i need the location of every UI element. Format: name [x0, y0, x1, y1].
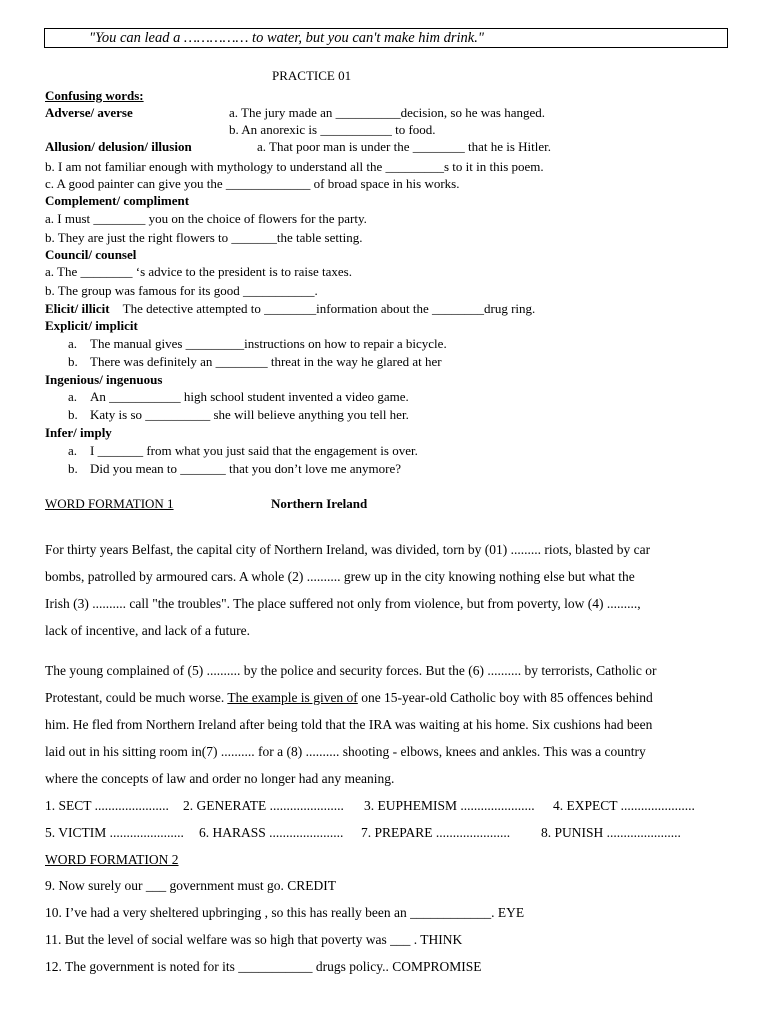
allusion-b: b. I am not familiar enough with mythology to understand all the _________s to it in this poem. [45, 159, 544, 174]
word-formation-1-heading: WORD FORMATION 1 [45, 496, 174, 511]
ingenious-title: Ingenious/ ingenuous [45, 372, 163, 387]
explicit-b-label: b. [68, 354, 78, 369]
complement-b: b. They are just the right flowers to _______the table setting. [45, 230, 363, 245]
practice-title: PRACTICE 01 [272, 68, 352, 83]
elicit-text: The detective attempted to ________information about the ________drug ring. [122, 301, 536, 316]
word-item: 8. PUNISH ...................... [541, 825, 681, 840]
infer-a: I _______ from what you just said that the engagement is over. [90, 443, 418, 458]
exercise-item: 11. But the level of social welfare was so high that poverty was ___ . THINK [45, 932, 463, 947]
passage-fragment: one 15-year-old Catholic boy with 85 offences behind [357, 690, 653, 705]
passage-line [45, 690, 653, 706]
northern-ireland-title: Northern Ireland [271, 496, 368, 511]
proverb-box: "You can lead a …………… to water, but you can't make him drink." [44, 28, 728, 48]
exercise-item: 10. I’ve had a very sheltered upbringing , so this has really been an ____________. EYE [45, 905, 525, 920]
word-item: 5. VICTIM ...................... [45, 825, 184, 840]
word-formation-2-heading: WORD FORMATION 2 [45, 852, 179, 867]
ingenious-a: An ___________ high school student invented a video game. [90, 389, 409, 404]
complement-a: a. I must ________ you on the choice of flowers for the party. [45, 211, 367, 226]
passage-fragment: Protestant, could be much worse. [45, 690, 228, 705]
word-item: 4. EXPECT ...................... [553, 798, 695, 813]
passage-line: For thirty years Belfast, the capital city of Northern Ireland, was divided, torn by (01) ......... riots, blasted by car [45, 542, 651, 557]
underlined-phrase: The example is given of [227, 690, 358, 705]
ingenious-b: Katy is so __________ she will believe anything you tell her. [90, 407, 409, 422]
council-a: a. The ________ ‘s advice to the president is to raise taxes. [45, 264, 352, 279]
elicit-line [45, 301, 535, 317]
word-item: 1. SECT ...................... [45, 798, 169, 813]
passage-line: where the concepts of law and order no longer had any meaning. [45, 771, 395, 786]
adverse-title: Adverse/ averse [45, 105, 133, 120]
passage-line: lack of incentive, and lack of a future. [45, 623, 251, 638]
confusing-words-heading: Confusing words: [45, 88, 144, 103]
council-title: Council/ counsel [45, 247, 137, 262]
explicit-a-label: a. [68, 336, 78, 351]
passage-line: laid out in his sitting room in(7) .......... for a (8) .......... shooting - elbows, knees and ankles. This was a country [45, 744, 646, 759]
ingenious-a-label: a. [68, 389, 78, 404]
explicit-a: The manual gives _________instructions on how to repair a bicycle. [90, 336, 447, 351]
allusion-title: Allusion/ delusion/ illusion [45, 139, 192, 154]
infer-title: Infer/ imply [45, 425, 112, 440]
council-b: b. The group was famous for its good ___________. [45, 283, 318, 298]
passage-line: Irish (3) .......... call "the troubles". The place suffered not only from violence, but from poverty, low (4) ........., [45, 596, 641, 611]
exercise-item: 12. The government is noted for its ___________ drugs policy.. COMPROMISE [45, 959, 482, 974]
explicit-title: Explicit/ implicit [45, 318, 138, 333]
adverse-b: b. An anorexic is ___________ to food. [229, 122, 436, 137]
passage-line: The young complained of (5) .......... by the police and security forces. But the (6) .......... by terrorists, Catholic or [45, 663, 657, 678]
exercise-item: 9. Now surely our ___ government must go. CREDIT [45, 878, 336, 893]
passage-line: bombs, patrolled by armoured cars. A whole (2) .......... grew up in the city knowing nothing else but what the [45, 569, 635, 584]
infer-a-label: a. [68, 443, 78, 458]
ingenious-b-label: b. [68, 407, 78, 422]
infer-b-label: b. [68, 461, 78, 476]
passage-line: him. He fled from Northern Ireland after being told that the IRA was waiting at his home. Six cushions had been [45, 717, 653, 732]
explicit-b: There was definitely an ________ threat in the way he glared at her [90, 354, 442, 369]
word-item: 3. EUPHEMISM ...................... [364, 798, 535, 813]
allusion-c: c. A good painter can give you the _____________ of broad space in his works. [45, 176, 460, 191]
adverse-a: a. The jury made an __________decision, so he was hanged. [229, 105, 546, 120]
infer-b: Did you mean to _______ that you don’t love me anymore? [90, 461, 401, 476]
allusion-a: a. That poor man is under the ________ that he is Hitler. [257, 139, 552, 154]
elicit-title: Elicit/ illicit [45, 301, 110, 316]
word-item: 2. GENERATE ...................... [183, 798, 344, 813]
word-item: 6. HARASS ...................... [199, 825, 344, 840]
complement-title: Complement/ compliment [45, 193, 190, 208]
word-item: 7. PREPARE ...................... [361, 825, 511, 840]
